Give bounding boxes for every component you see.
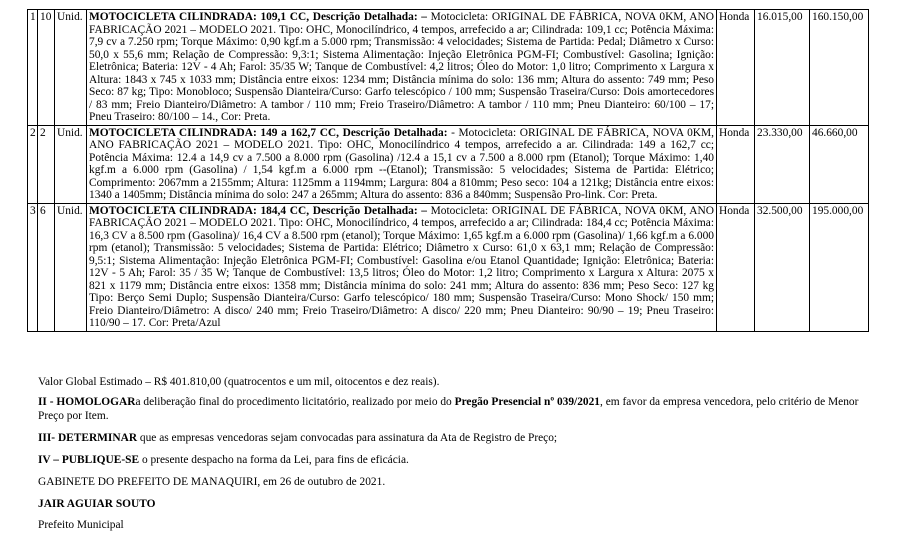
item-total: 46.660,00 bbox=[810, 125, 869, 203]
item-description-cell bbox=[87, 10, 717, 126]
item-total: 195.000,00 bbox=[810, 203, 869, 331]
signer-role: Prefeito Municipal bbox=[38, 519, 124, 531]
item-unit: Unid. bbox=[55, 10, 87, 126]
determinar-prefix: III- DETERMINAR bbox=[38, 432, 138, 444]
item-unit-price: 16.015,00 bbox=[755, 10, 810, 126]
item-total: 160.150,00 bbox=[810, 10, 869, 126]
table-row bbox=[28, 203, 869, 331]
item-unit: Unid. bbox=[55, 125, 87, 203]
pregao-reference: Pregão Presencial nº 039/2021 bbox=[454, 396, 600, 408]
item-number: 2 bbox=[28, 125, 38, 203]
item-unit-price: 23.330,00 bbox=[755, 125, 810, 203]
item-description: Motocicleta: ORIGINAL DE FÁBRICA, NOVA 0KM, ANO FABRICAÇÃO 2021 – MODELO 2021. Tipo: OHC, Monocilíndrico, 4 tempos, arrefecido a ar; Cilindrada: 109,1 cc; Potência Máxima: 7,9 cv a 7.250 rpm; Torque Máximo: 0,90 kgf.m a 5.000 rpm; Transmissão: 4 velocidades; Sistema de Partida: Pedal; Diâmetro x Curso: 50,0 x 55,6 mm; Relação de Compressão: 9,3:1; Sistema Alimentação: Injeção Eletrônica PGM-FI; Combustível: Gasolina; Ignição: Eletrônica; Bateria: 12V - 4 Ah; Farol: 35/35 W; Tanque de Combustível: 4,2 litros; Óleo do Motor: 1,0 litro; Comprimento x Largura x Altura: 1843 x 745 x 1033 mm; Distância entre eixos: 1234 mm; Distância mínima do solo: 136 mm; Altura do assento: 749 mm; Peso Seco: 87 kg; Tipo: Monobloco; Suspensão Dianteira/Curso: Garfo telescópico / 100 mm; Suspensão Traseira/Curso: Dois amortecedores / 83 mm; Freio Dianteiro/Diâmetro: A tambor / 110 mm; Freio Traseiro/Diâmetro: A tambor / 110 mm; Pneu Dianteiro: 60/100 – 17; Pneu Traseiro: 80/100 – 14., Cor: Preta. bbox=[89, 11, 714, 123]
item-brand: Honda bbox=[717, 203, 755, 331]
item-quantity: 6 bbox=[38, 203, 55, 331]
item-quantity: 2 bbox=[38, 125, 55, 203]
item-quantity: 10 bbox=[38, 10, 55, 126]
determinar-paragraph bbox=[38, 431, 868, 445]
publique-text: o presente despacho na forma da Lei, para fins de eficácia. bbox=[141, 454, 409, 466]
item-title: MOTOCICLETA CILINDRADA: 149 a 162,7 CC, Descrição Detalhada: bbox=[89, 126, 448, 139]
table-row bbox=[28, 125, 869, 203]
items-table bbox=[27, 9, 869, 332]
homologar-text-end: , em favor da empresa vencedora, pelo critério de Menor Preço por Item. bbox=[38, 396, 859, 422]
item-description-cell bbox=[87, 203, 717, 331]
homologar-prefix: II - HOMOLOGAR bbox=[38, 396, 136, 408]
publique-paragraph bbox=[38, 453, 868, 467]
item-number: 3 bbox=[28, 203, 38, 331]
signer-name: JAIR AGUIAR SOUTO bbox=[38, 498, 156, 510]
total-value: Valor Global Estimado – R$ 401.810,00 (quatrocentos e um mil, oitocentos e dez reais). bbox=[38, 376, 440, 388]
determinar-text: que as empresas vencedoras sejam convocadas para assinatura da Ata de Registro de Preço; bbox=[139, 432, 558, 444]
item-unit: Unid. bbox=[55, 203, 87, 331]
homologar-text: a deliberação final do procedimento licitatório, realizado por meio do bbox=[135, 396, 455, 408]
item-brand: Honda bbox=[717, 10, 755, 126]
table-row bbox=[28, 10, 869, 126]
homologar-paragraph bbox=[38, 395, 868, 423]
item-brand: Honda bbox=[717, 125, 755, 203]
item-unit-price: 32.500,00 bbox=[755, 203, 810, 331]
item-title: MOTOCICLETA CILINDRADA: 109,1 CC, Descrição Detalhada: – bbox=[89, 11, 427, 23]
item-description: - Motocicleta: ORIGINAL DE FÁBRICA, NOVA 0KM, ANO FABRICAÇÃO 2021 – MODELO 2021. Tipo: OHC, Monocilíndrico 4 tempos, arrefecido a ar. Cilindrada: 149 a 162,7 cc; Potência Máxima: 12.4 a 14,9 cv a 7.500 a 8.000 rpm (Gasolina) /12.4 a 15,1 cv a 7.500 a 8.000 rpm (Etanol); Torque Máximo: 1,40 kgf.m a 6.000 rpm (Gasolina) / 1,54 kgf.m a 6.000 rpm --(Etanol); Transmissão: 5 velocidades; Sistema de Partida: Elétrico; Comprimento: 2067mm a 2155mm; Altura: 1125mm a 1194mm; Largura: 804 a 810mm; Peso seco: 104 a 121kg; Distância entre eixos: 1340 a 1405mm; Distância mínima do solo: 247 a 265mm; Altura do assento: 836 a 840mm; Suspensão Pro-link. Cor: Preta. bbox=[89, 126, 714, 201]
item-title: MOTOCICLETA CILINDRADA: 184,4 CC, Descrição Detalhada: – bbox=[89, 204, 427, 217]
gabinete-line: GABINETE DO PREFEITO DE MANAQUIRI, em 26 de outubro de 2021. bbox=[38, 476, 386, 488]
item-number: 1 bbox=[28, 10, 38, 126]
item-description: Motocicleta: ORIGINAL DE FÁBRICA, NOVA 0KM, ANO FABRICAÇÃO 2021 – MODELO 2021. Tipo: OHC, Monocilíndrico, 4 tempos, arrefecido a ar; Cilindrada: 184,4 cc; Potência Máxima: 16,3 CV a 8.500 rpm (Gasolina)/ 16,4 CV a 8.500 rpm (etanol); Torque Máximo: 1,65 kgf.m a 6.000 rpm (Gasolina)/ 1,66 kgf.m a 6.000 rpm (etanol); Transmissão: 5 velocidades; Sistema de Partida: Elétrico; Diâmetro x Curso: 61,0 x 63,1 mm; Relação de Compressão: 9,5:1; Sistema Alimentação: Injeção Eletrônica PGM-FI; Combustível: Gasolina e/ou Etanol Quantidade; Ignição: Eletrônica; Bateria: 12V - 5 Ah; Farol: 35 / 35 W; Tanque de Combustível: 13,5 litros; Óleo do Motor: 1,2 litro; Comprimento x Largura x Altura: 2075 x 821 x 1179 mm; Distância entre eixos: 1358 mm; Distância mínima do solo: 241 mm; Altura do assento: 836 mm; Peso Seco: 127 kg Tipo: Berço Semi Duplo; Suspensão Dianteira/Curso: Garfo telescópico/ 180 mm; Suspensão Traseira/Curso: Mono Shock/ 150 mm; Freio Dianteiro/Diâmetro: A disco/ 240 mm; Freio Traseiro/Diâmetro: A disco/ 220 mm; Pneu Dianteiro: 90/90 – 19; Pneu Traseiro: 110/90 – 17. Cor: Preta/Azul bbox=[89, 204, 714, 329]
item-description-cell bbox=[87, 125, 717, 203]
publique-prefix: IV – PUBLIQUE-SE bbox=[38, 454, 140, 466]
